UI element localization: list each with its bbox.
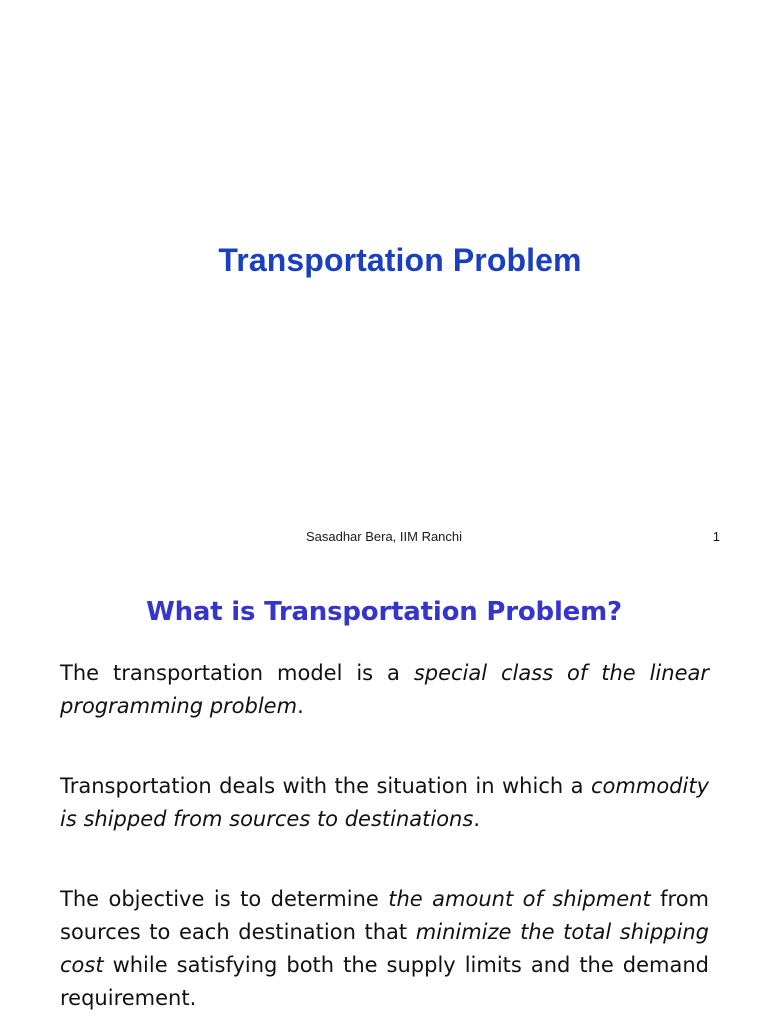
- paragraph-text: .: [473, 807, 480, 831]
- slide-footer-author: Sasadhar Bera, IIM Ranchi: [305, 529, 463, 544]
- paragraph-text: .: [297, 694, 304, 718]
- paragraph-text: from sources to each destination that: [60, 887, 710, 944]
- content-slide: [0, 565, 768, 1024]
- paragraph-definition: [60, 657, 709, 723]
- section-heading: What is Transportation Problem?: [146, 597, 622, 627]
- paragraph-text: Transportation deals with the situation in which a: [60, 774, 592, 798]
- paragraph-text: while satisfying both the supply limits and the demand requirement.: [60, 953, 709, 1010]
- slide-title: Transportation Problem: [218, 242, 582, 278]
- paragraph-situation: [60, 770, 709, 836]
- paragraph-text: The transportation model is a: [60, 661, 414, 685]
- slide-page-number: 1: [712, 529, 720, 544]
- paragraph-emphasis: minimize the total shipping cost: [60, 920, 709, 977]
- paragraph-emphasis: commodity is shipped from sources to destinations: [60, 774, 709, 831]
- paragraph-emphasis: the amount of shipment: [388, 887, 651, 911]
- paragraph-objective: [60, 883, 709, 1015]
- paragraph-emphasis: special class of the linear programming problem: [60, 661, 709, 718]
- paragraph-text: The objective is to determine: [60, 887, 389, 911]
